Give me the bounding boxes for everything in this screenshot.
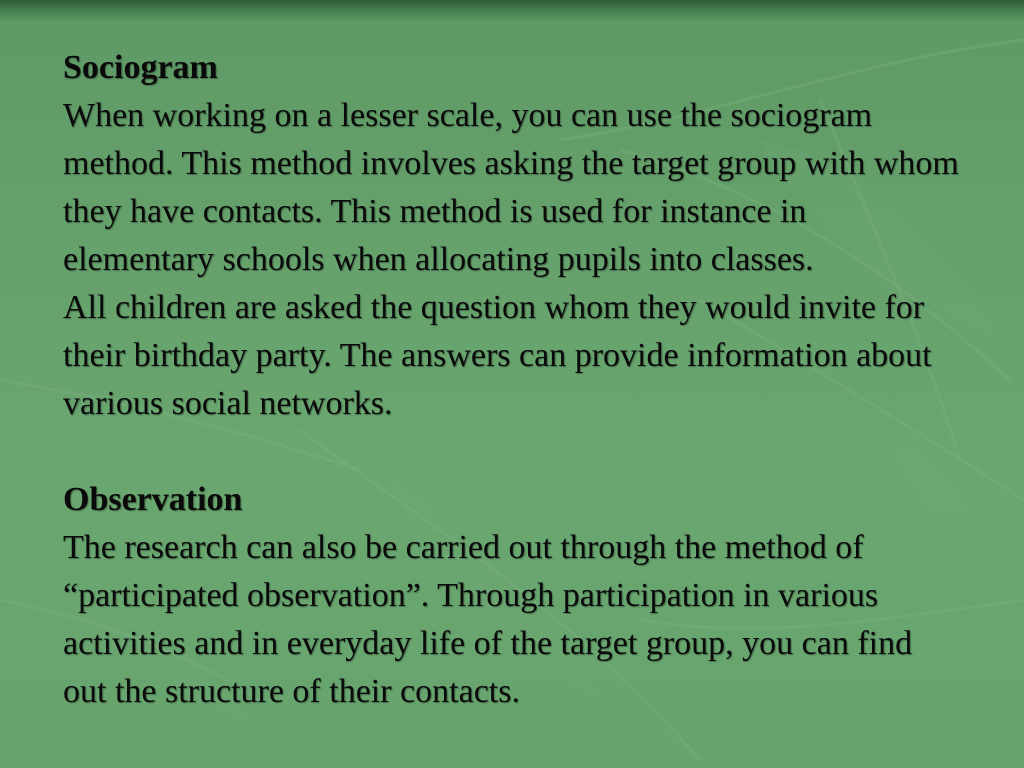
slide-content	[63, 44, 963, 716]
sociogram-paragraph-2: All children are asked the question whom they would invite for their birthday party. The answers can provide information about various social networks.	[63, 289, 932, 422]
observation-paragraph-1: The research can also be carried out through the method of “participated observation”. Through participation in various activities and in everyday life of the target group, you can find out the structure of their contacts.	[63, 529, 913, 710]
section-title-sociogram: Sociogram	[63, 49, 218, 86]
section-title-observation: Observation	[63, 481, 243, 518]
top-band	[0, 0, 1024, 22]
sociogram-paragraph-1: When working on a lesser scale, you can use the sociogram method. This method involves asking the target group with whom they have contacts. This method is used for instance in elementary schools when allocating pupils into classes.	[63, 97, 959, 278]
section-spacer	[63, 428, 963, 476]
